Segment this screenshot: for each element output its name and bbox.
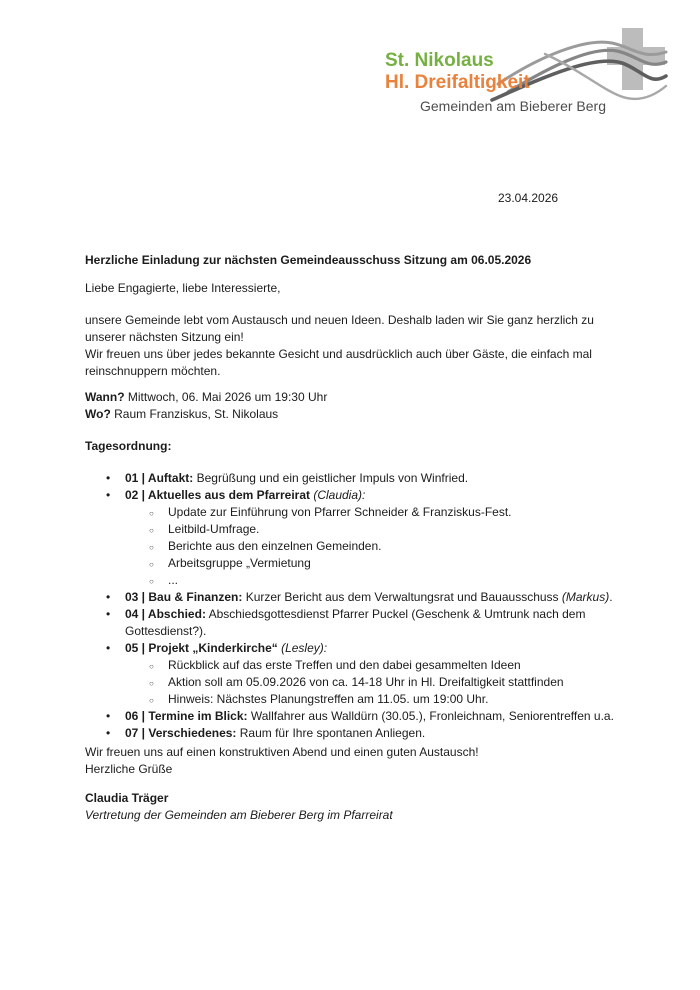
agenda-subitem: ○ Rückblick auf das erste Treffen und den dabei gesammelten Ideen [125, 657, 630, 674]
meeting-when [85, 389, 630, 406]
signature-role: Vertretung der Gemeinden am Bieberer Berg im Pfarreirat [85, 808, 393, 822]
where-value: Raum Franziskus, St. Nikolaus [110, 407, 279, 421]
closing-paragraph [85, 744, 630, 778]
agenda-subitem: ○ Leitbild-Umfrage. [125, 521, 630, 538]
agenda-subitem: ○ Hinweis: Nächstes Planungstreffen am 11.05. um 19:00 Uhr. [125, 691, 630, 708]
agenda-item-04-text: Abschiedsgottesdienst Pfarrer Puckel (Geschenk & Umtrunk nach dem Gottesdienst?). [125, 607, 586, 638]
agenda-item-07-text: Raum für Ihre spontanen Anliegen. [236, 726, 426, 740]
agenda-item-03-label: 03 | Bau & Finanzen: [125, 590, 243, 604]
intro-sentence-1: unsere Gemeinde lebt vom Austausch und neuen Ideen. Deshalb laden wir Sie ganz herzlich zu unserer nächsten Sitzung ein! [85, 313, 594, 344]
agenda-item-02 [85, 487, 630, 589]
agenda-item-07 [85, 725, 630, 742]
agenda-item-02-label: 02 | Aktuelles aus dem Pfarreirat [125, 488, 310, 502]
agenda-item-04 [85, 606, 630, 640]
agenda-item-03-tail: . [609, 590, 613, 604]
agenda-item-03-owner: (Markus) [561, 590, 610, 604]
logo-name-nikolaus: St. Nikolaus [385, 50, 494, 71]
agenda-item-06-text: Wallfahrer aus Walldürn (30.05.), Fronleichnam, Seniorentreffen u.a. [247, 709, 614, 723]
agenda-item-06 [85, 708, 630, 725]
agenda-subitem: ○ Berichte aus den einzelnen Gemeinden. [125, 538, 630, 555]
agenda-item-03 [85, 589, 630, 606]
letter-date: 23.04.2026 [498, 191, 559, 205]
agenda-subitem: ○ Aktion soll am 05.09.2026 von ca. 14-18 Uhr in Hl. Dreifaltigkeit stattfinden [125, 674, 630, 691]
agenda-sublist-02 [125, 504, 630, 589]
salutation: Liebe Engagierte, liebe Interessierte, [85, 281, 281, 295]
meeting-where [85, 406, 630, 423]
agenda-list [85, 470, 630, 742]
signature-name: Claudia Träger [85, 791, 169, 805]
agenda-item-01-text: Begrüßung und ein geistlicher Impuls von Winfried. [193, 471, 469, 485]
agenda-item-02-owner: (Claudia): [310, 488, 366, 502]
agenda-item-05-label: 05 | Projekt „Kinderkirche“ [125, 641, 278, 655]
agenda-subitem: ○ Arbeitsgruppe „Vermietung [125, 555, 630, 572]
agenda-item-07-label: 07 | Verschiedenes: [125, 726, 237, 740]
agenda-subitem: ○ Update zur Einführung von Pfarrer Schneider & Franziskus-Fest. [125, 504, 630, 521]
logo-name-dreifaltigkeit: Hl. Dreifaltigkeit [385, 72, 530, 93]
agenda-item-01 [85, 470, 630, 487]
agenda-item-06-label: 06 | Termine im Blick: [125, 709, 248, 723]
agenda-item-01-label: 01 | Auftakt: [125, 471, 194, 485]
meeting-details [85, 389, 630, 423]
when-label: Wann? [85, 390, 125, 404]
when-value: Mittwoch, 06. Mai 2026 um 19:30 Uhr [124, 390, 328, 404]
agenda-item-05-owner: (Lesley): [277, 641, 328, 655]
agenda-subitem: ○ ... [125, 572, 630, 589]
agenda-heading: Tagesordnung: [85, 439, 172, 453]
logo-subtitle: Gemeinden am Bieberer Berg [420, 98, 606, 114]
agenda-item-03-text: Kurzer Bericht aus dem Verwaltungsrat und Bauausschuss [242, 590, 562, 604]
intro-sentence-2: Wir freuen uns über jedes bekannte Gesicht und ausdrücklich auch über Gäste, die einfach mal reinschnuppern möchten. [85, 347, 592, 378]
agenda-item-04-label: 04 | Abschied: [125, 607, 206, 621]
where-label: Wo? [85, 407, 111, 421]
closing-line-2: Herzliche Grüße [85, 762, 173, 776]
agenda-item-05 [85, 640, 630, 708]
subject-line: Herzliche Einladung zur nächsten Gemeindeausschuss Sitzung am 06.05.2026 [85, 253, 532, 267]
intro-paragraph [85, 312, 630, 380]
agenda-sublist-05 [125, 657, 630, 708]
closing-line-1: Wir freuen uns auf einen konstruktiven Abend und einen guten Austausch! [85, 745, 479, 759]
